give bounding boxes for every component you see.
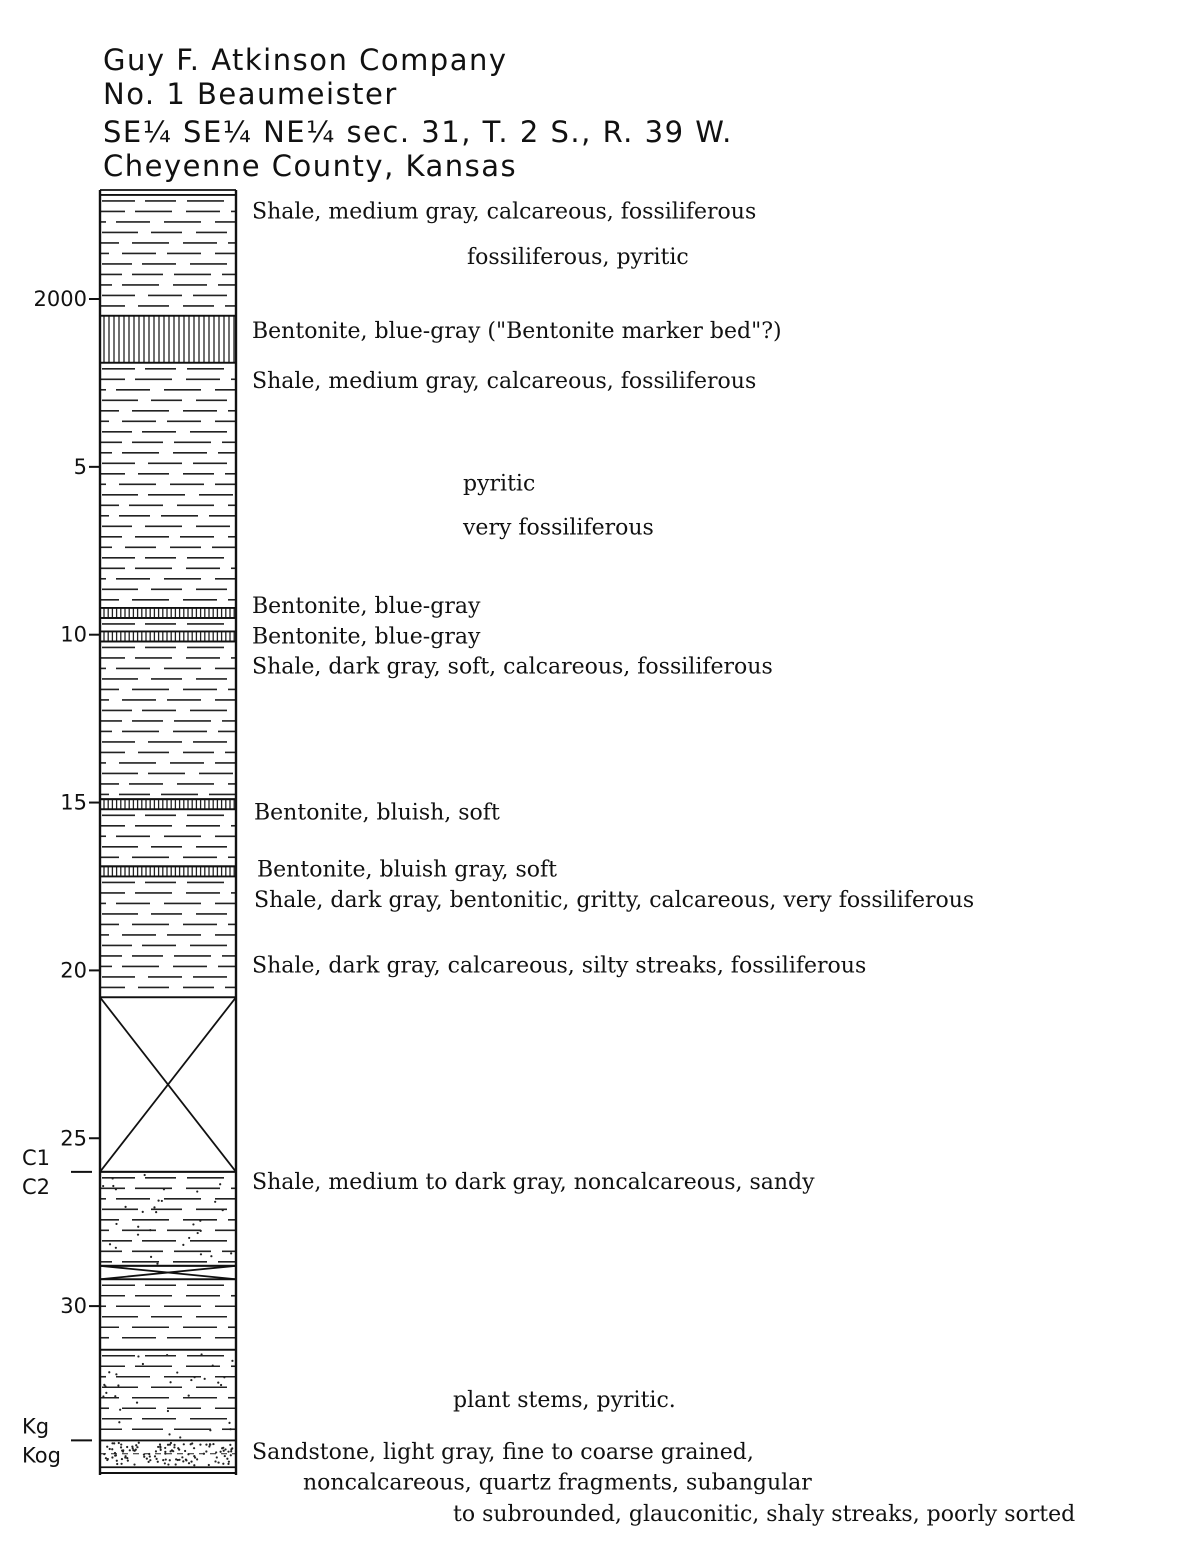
unit-description: Shale, dark gray, bentonitic, gritty, calcareous, very fossiliferous <box>254 887 975 913</box>
sand-dot <box>167 1463 169 1465</box>
unit-description: Shale, medium gray, calcareous, fossiliferous <box>252 369 757 395</box>
sand-dot <box>212 1364 214 1366</box>
unit-description: Bentonite, bluish, soft <box>254 800 500 826</box>
unit-description: very fossiliferous <box>463 515 654 541</box>
sand-dot <box>120 1443 122 1445</box>
unit-description: Bentonite, blue-gray <box>252 594 481 620</box>
column-frame <box>100 190 236 1475</box>
contact-upper-label: C1 <box>22 1145 51 1170</box>
sand-dot <box>149 1459 151 1461</box>
sand-dot <box>178 1459 180 1461</box>
sand-dot <box>188 1237 190 1239</box>
sand-dot <box>193 1376 195 1378</box>
sand-dot <box>164 1462 166 1464</box>
unit-bentonite <box>104 608 234 618</box>
sand-dot <box>228 1461 230 1463</box>
sand-dot <box>153 1206 155 1208</box>
sand-dot <box>175 1458 177 1460</box>
sand-dot <box>193 1447 195 1449</box>
sand-dot <box>215 1451 217 1453</box>
sand-dot <box>230 1450 232 1452</box>
contact-lower-label: Kog <box>22 1443 61 1468</box>
unit-bentonite <box>104 799 234 809</box>
sand-dot <box>137 1234 139 1236</box>
sand-dot <box>165 1458 167 1460</box>
sand-dot <box>204 1378 206 1380</box>
sand-dot <box>120 1446 122 1448</box>
sand-dot <box>193 1464 195 1466</box>
sand-dot <box>220 1451 222 1453</box>
unit-missing <box>100 997 236 1172</box>
sand-dot <box>114 1455 116 1457</box>
sand-dot <box>184 1450 186 1452</box>
sand-dot <box>160 1449 162 1451</box>
sand-dot <box>157 1446 159 1448</box>
sand-dot <box>109 1448 111 1450</box>
sand-dot <box>200 1253 202 1255</box>
sand-dot <box>191 1442 193 1444</box>
sand-dot <box>157 1461 159 1463</box>
sand-dot <box>196 1458 198 1460</box>
sand-dot <box>192 1223 194 1225</box>
sand-dot <box>163 1188 165 1190</box>
sand-dot <box>164 1451 166 1453</box>
depth-label: 2000 <box>33 287 87 311</box>
unit-shale <box>101 369 235 600</box>
sand-dot <box>157 1200 159 1202</box>
sand-dot <box>199 1443 201 1445</box>
unit-shale <box>101 201 235 306</box>
unit-sandstone <box>100 1442 236 1467</box>
unit-description: plant stems, pyritic. <box>453 1388 676 1414</box>
sand-dot <box>199 1220 201 1222</box>
unit-description: Bentonite, blue-gray <box>252 624 481 650</box>
sand-dot <box>104 1385 106 1387</box>
sand-dot <box>223 1376 225 1378</box>
sand-dot <box>124 1456 126 1458</box>
sand-dot <box>219 1183 221 1185</box>
sand-dot <box>229 1444 231 1446</box>
unit-bentonite <box>104 316 234 363</box>
sand-dot <box>115 1373 117 1375</box>
sand-dot <box>137 1226 139 1228</box>
sand-dot <box>159 1447 161 1449</box>
sand-dot <box>179 1436 181 1438</box>
sand-dot <box>142 1363 144 1365</box>
sand-dot <box>162 1459 164 1461</box>
sand-dot <box>224 1448 226 1450</box>
sand-dot <box>164 1447 166 1449</box>
unit-bentonite <box>104 866 234 876</box>
sand-dot <box>119 1409 121 1411</box>
sand-dot <box>105 1392 107 1394</box>
sand-dot <box>231 1360 233 1362</box>
sand-dot <box>188 1462 190 1464</box>
unit-shale <box>101 1285 235 1338</box>
sand-dot <box>208 1445 210 1447</box>
unit-shale <box>101 647 235 794</box>
sand-dot <box>124 1206 126 1208</box>
sand-dot <box>143 1456 145 1458</box>
sand-dot <box>108 1371 110 1373</box>
sand-dot <box>111 1448 113 1450</box>
sand-dot <box>190 1379 192 1381</box>
unit-bentonite <box>104 631 234 641</box>
sand-dot <box>200 1230 202 1232</box>
sand-dot <box>155 1450 157 1452</box>
sand-dot <box>208 1464 210 1466</box>
depth-label: 30 <box>60 1294 87 1319</box>
sand-dot <box>137 1355 139 1357</box>
sand-dot <box>170 1442 172 1444</box>
sand-dot <box>220 1384 222 1386</box>
unit-description: Sandstone, light gray, fine to coarse grained, <box>252 1440 754 1466</box>
sand-dot <box>102 1395 104 1397</box>
sand-dot <box>190 1461 192 1463</box>
sand-dot <box>226 1458 228 1460</box>
well-name: No. 1 Beaumeister <box>103 77 398 111</box>
unit-description: Bentonite, bluish gray, soft <box>257 857 557 883</box>
sand-dot <box>177 1447 179 1449</box>
sand-dot <box>227 1451 229 1453</box>
unit-sandy-shale <box>101 1174 235 1265</box>
sand-dot <box>136 1401 138 1403</box>
sand-dot <box>185 1458 187 1460</box>
sand-dot <box>116 1463 118 1465</box>
sand-dot <box>121 1458 123 1460</box>
unit-description: Shale, dark gray, soft, calcareous, fossiliferous <box>252 654 773 680</box>
contact-upper-label: Kg <box>22 1414 50 1439</box>
sand-dot <box>214 1201 216 1203</box>
sand-dot <box>216 1456 218 1458</box>
sand-dot <box>149 1229 151 1231</box>
sand-dot <box>155 1211 157 1213</box>
sand-dot <box>224 1455 226 1457</box>
unit-description: fossiliferous, pyritic <box>467 245 689 271</box>
sand-dot <box>222 1463 224 1465</box>
sand-dot <box>197 1232 199 1234</box>
sand-dot <box>166 1354 168 1356</box>
unit-description: noncalcareous, quartz fragments, subangular <box>303 1470 812 1496</box>
sand-dot <box>149 1455 151 1457</box>
sand-dot <box>212 1443 214 1445</box>
depth-label: 15 <box>60 790 87 815</box>
sand-dot <box>227 1463 229 1465</box>
sand-dot <box>138 1442 140 1444</box>
sand-dot <box>129 1449 131 1451</box>
sand-dot <box>133 1463 135 1465</box>
sand-dot <box>222 1447 224 1449</box>
sand-dot <box>150 1256 152 1258</box>
sand-dot <box>210 1255 212 1257</box>
depth-label: 5 <box>73 454 87 479</box>
sand-dot <box>209 1429 211 1431</box>
sand-dot <box>182 1460 184 1462</box>
sand-dot <box>173 1446 175 1448</box>
unit-descriptions <box>252 200 1075 1528</box>
sand-dot <box>136 1446 138 1448</box>
sand-dot <box>116 1460 118 1462</box>
unit-shale <box>101 815 235 857</box>
sand-dot <box>156 1263 158 1265</box>
sand-dot <box>142 1211 144 1213</box>
sand-dot <box>109 1243 111 1245</box>
sand-dot <box>127 1460 129 1462</box>
sand-dot <box>159 1443 161 1445</box>
lithology-column <box>100 201 236 1466</box>
sand-dot <box>173 1444 175 1446</box>
sand-dot <box>209 1443 211 1445</box>
sand-dot <box>214 1460 216 1462</box>
sand-dot <box>118 1421 120 1423</box>
unit-shale <box>101 882 235 987</box>
sand-dot <box>134 1450 136 1452</box>
sand-dot <box>117 1384 119 1386</box>
unit-description: Shale, medium gray, calcareous, fossiliferous <box>252 199 757 225</box>
sand-dot <box>182 1244 184 1246</box>
sand-dot <box>115 1223 117 1225</box>
sand-dot <box>112 1177 114 1179</box>
sand-dot <box>111 1456 113 1458</box>
company-name: Guy F. Atkinson Company <box>103 43 508 77</box>
sand-dot <box>102 1185 104 1187</box>
unit-description: pyritic <box>463 471 536 497</box>
sand-dot <box>193 1455 195 1457</box>
sand-dot <box>126 1446 128 1448</box>
sand-dot <box>107 1458 109 1460</box>
sand-dot <box>229 1428 231 1430</box>
depth-label: 25 <box>60 1126 87 1151</box>
sand-dot <box>168 1433 170 1435</box>
sand-dot <box>228 1422 230 1424</box>
unit-description: Shale, medium to dark gray, noncalcareous, sandy <box>252 1169 815 1195</box>
sand-dot <box>167 1410 169 1412</box>
unit-missing <box>100 1266 236 1279</box>
sand-dot <box>126 1457 128 1459</box>
sand-dot <box>161 1200 163 1202</box>
depth-label: 10 <box>60 622 87 647</box>
depth-label: 20 <box>60 958 87 983</box>
unit-description: Shale, dark gray, calcareous, silty streaks, fossiliferous <box>252 953 867 979</box>
sand-dot <box>111 1442 113 1444</box>
sand-dot <box>181 1456 183 1458</box>
sand-dot <box>205 1450 207 1452</box>
sand-dot <box>205 1444 207 1446</box>
sand-dot <box>155 1458 157 1460</box>
sand-dot <box>188 1395 190 1397</box>
sand-dot <box>132 1447 134 1449</box>
sand-dot <box>217 1382 219 1384</box>
sand-dot <box>144 1174 146 1176</box>
sand-dot <box>115 1247 117 1249</box>
sand-dot <box>135 1444 137 1446</box>
sand-dot <box>176 1371 178 1373</box>
sand-dot <box>115 1188 117 1190</box>
sand-dot <box>217 1461 219 1463</box>
sand-dot <box>169 1459 171 1461</box>
sand-dot <box>230 1448 232 1450</box>
sand-dot <box>196 1190 198 1192</box>
county-name: Cheyenne County, Kansas <box>103 149 518 183</box>
sand-dot <box>105 1457 107 1459</box>
sand-dot <box>148 1461 150 1463</box>
sand-dot <box>175 1463 177 1465</box>
sand-dot <box>171 1449 173 1451</box>
sand-dot <box>230 1454 232 1456</box>
sand-dot <box>106 1446 108 1448</box>
sand-dot <box>118 1442 120 1444</box>
sand-dot <box>120 1463 122 1465</box>
sand-dot <box>114 1395 116 1397</box>
unit-description: Bentonite, blue-gray ("Bentonite marker bed"?) <box>252 318 782 344</box>
sand-dot <box>230 1252 232 1254</box>
unit-description: to subrounded, glauconitic, shaly streaks, poorly sorted <box>453 1502 1076 1528</box>
sand-dot <box>200 1353 202 1355</box>
sand-dot <box>223 1450 225 1452</box>
well-location: SE¼ SE¼ NE¼ sec. 31, T. 2 S., R. 39 W. <box>103 115 733 149</box>
sand-dot <box>169 1381 171 1383</box>
sand-dot <box>146 1458 148 1460</box>
unit-sandy-shale <box>101 1353 235 1438</box>
sand-dot <box>183 1443 185 1445</box>
sand-dot <box>167 1444 169 1446</box>
well-header <box>103 43 733 183</box>
contact-lower-label: C2 <box>22 1174 51 1199</box>
sand-dot <box>222 1209 224 1211</box>
sand-dot <box>121 1449 123 1451</box>
sand-dot <box>154 1455 156 1457</box>
sand-dot <box>112 1185 114 1187</box>
